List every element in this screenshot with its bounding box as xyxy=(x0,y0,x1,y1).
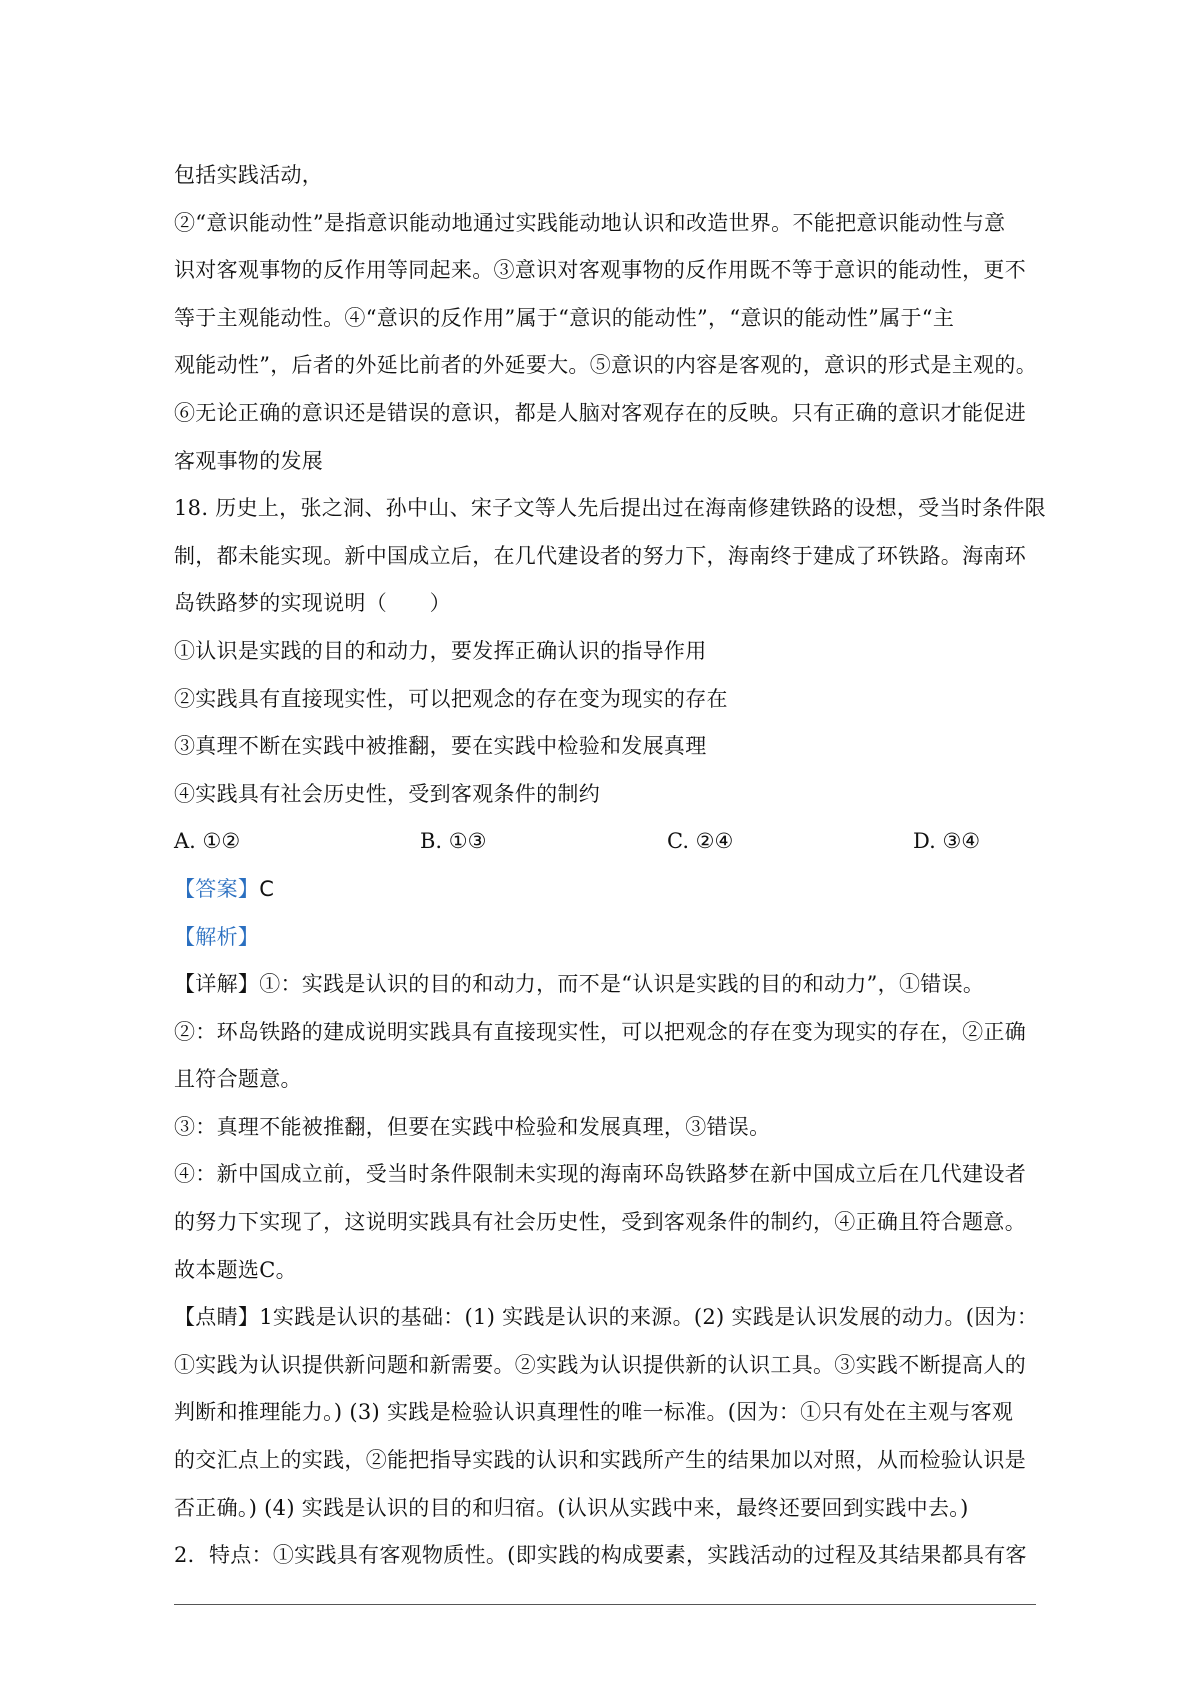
answer-options xyxy=(174,818,1036,866)
statement-3: ③真理不断在实践中被推翻，要在实践中检验和发展真理 xyxy=(174,734,707,759)
analysis-label: 【解析】 xyxy=(174,924,260,949)
option-c: C. ②④ xyxy=(667,829,734,854)
conclusion-line: 故本题选C。 xyxy=(174,1257,297,1282)
explanation-line: 且符合题意。 xyxy=(174,1067,302,1092)
text-line: ②“意识能动性”是指意识能动地通过实践能动地认识和改造世界。不能把意识能动性与意 xyxy=(174,210,1006,235)
explanation-line: ④：新中国成立前，受当时条件限制未实现的海南环岛铁路梦在新中国成立后在几代建设者 xyxy=(174,1162,1026,1187)
key-point-line: ①实践为认识提供新问题和新需要。②实践为认识提供新的认识工具。③实践不断提高人的 xyxy=(174,1352,1026,1377)
explanation-line: ②：环岛铁路的建成说明实践具有直接现实性，可以把观念的存在变为现实的存在，②正确 xyxy=(174,1019,1026,1044)
statement-2: ②实践具有直接现实性，可以把观念的存在变为现实的存在 xyxy=(174,686,728,711)
text-line: 识对客观事物的反作用等同起来。③意识对客观事物的反作用既不等于意识的能动性，更不 xyxy=(174,258,1026,283)
statement-1: ①认识是实践的目的和动力，要发挥正确认识的指导作用 xyxy=(174,638,707,663)
key-point-line: 判断和推理能力。) (3) 实践是检验认识真理性的唯一标准。(因为：①只有处在主观与客观 xyxy=(174,1400,1014,1425)
page-content xyxy=(174,152,1046,1580)
answer-line xyxy=(174,866,1036,914)
answer-value: C xyxy=(259,876,275,901)
question-18-stem: 18. 历史上，张之洞、孙中山、宋子文等人先后提出过在海南修建铁路的设想，受当时条件限 xyxy=(174,496,1046,521)
explanation-line: ③：真理不能被推翻，但要在实践中检验和发展真理，③错误。 xyxy=(174,1114,771,1139)
text-line: 观能动性”，后者的外延比前者的外延要大。⑤意识的内容是客观的，意识的形式是主观的。 xyxy=(174,353,1038,378)
text-line: 客观事物的发展 xyxy=(174,448,324,473)
explanation-line: 的努力下实现了，这说明实践具有社会历史性，受到客观条件的制约，④正确且符合题意。 xyxy=(174,1210,1026,1235)
option-b: B. ①③ xyxy=(420,829,487,854)
text-line: 等于主观能动性。④“意识的反作用”属于“意识的能动性”，“意识的能动性”属于“主 xyxy=(174,305,955,330)
key-point-line: 的交汇点上的实践，②能把指导实践的认识和实践所产生的结果加以对照，从而检验认识是 xyxy=(174,1448,1026,1473)
explanation-line: 【详解】①：实践是认识的目的和动力，而不是“认识是实践的目的和动力”，①错误。 xyxy=(174,972,985,997)
question-18-stem: 制，都未能实现。新中国成立后，在几代建设者的努力下，海南终于建成了环铁路。海南环 xyxy=(174,543,1026,568)
statement-4: ④实践具有社会历史性，受到客观条件的制约 xyxy=(174,781,600,806)
answer-label: 【答案】 xyxy=(174,876,260,901)
key-point-line: 【点睛】1实践是认识的基础：(1) 实践是认识的来源。(2) 实践是认识发展的动力。(因为： xyxy=(174,1305,1039,1330)
key-point-line: 否正确。) (4) 实践是认识的目的和归宿。(认识从实践中来，最终还要回到实践中去。) xyxy=(174,1495,969,1520)
text-line: ⑥无论正确的意识还是错误的意识，都是人脑对客观存在的反映。只有正确的意识才能促进 xyxy=(174,400,1026,425)
question-18-stem: 岛铁路梦的实现说明（ ） xyxy=(174,591,451,616)
text-line: 包括实践活动， xyxy=(174,163,324,187)
option-a: A. ①② xyxy=(174,829,241,854)
option-d: D. ③④ xyxy=(913,829,981,854)
footer-divider xyxy=(174,1604,1036,1605)
key-point-line: 2．特点：①实践具有客观物质性。(即实践的构成要素，实践活动的过程及其结果都具有客 xyxy=(174,1543,1027,1568)
